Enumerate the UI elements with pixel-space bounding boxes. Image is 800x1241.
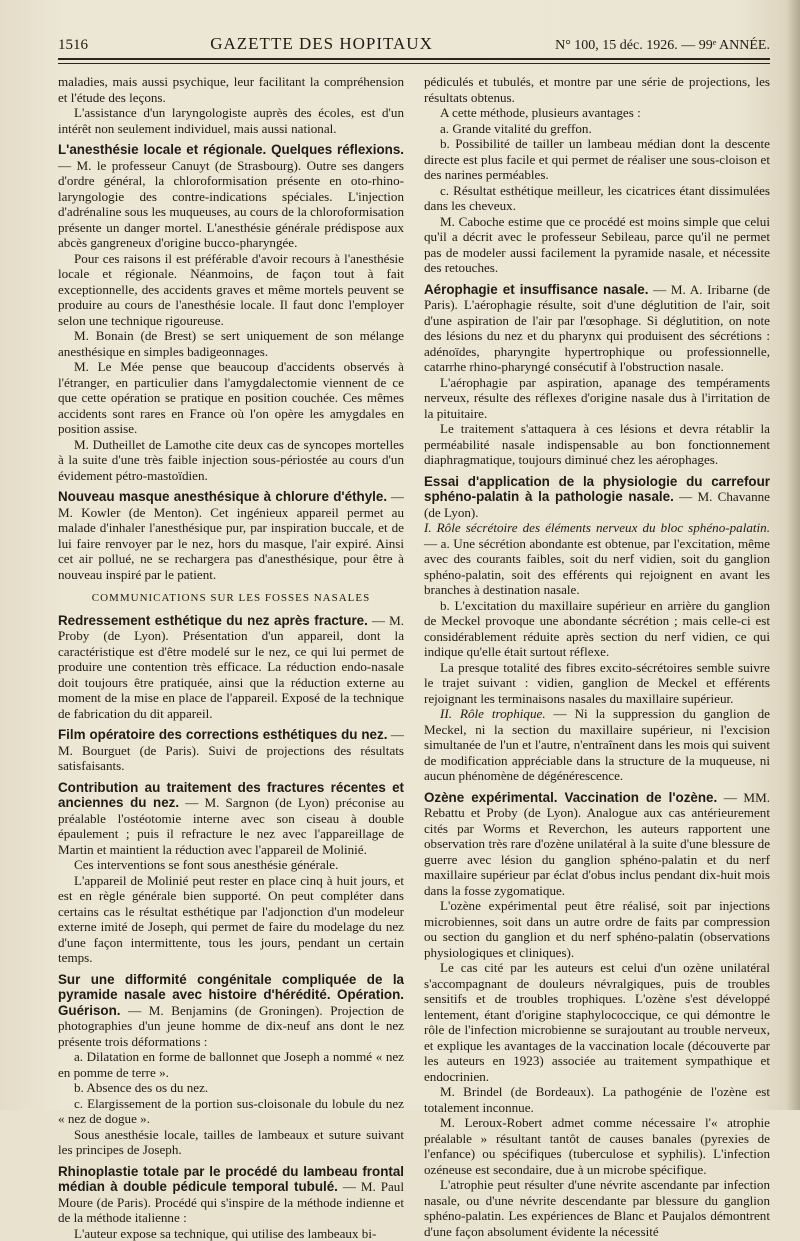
paragraph: — M. Chavanne (de Lyon). (424, 489, 770, 520)
section-redressement (58, 613, 404, 722)
section-difformite (58, 972, 404, 1158)
paragraph: — M. Benjamins (de Groningen). Projection de photographies d'un jeune homme de dix-neuf ans dont le nez présente trois déformations : (58, 1003, 404, 1049)
issue-info: N° 100, 15 déc. 1926. — 99ᵉ ANNÉE. (555, 38, 770, 54)
paragraph: M. Le Mée pense que beaucoup d'accidents observés à l'étranger, en particulier dans l'amygdalectomie viennent de ce que cette opération se pratique en position couchée. Ces mêmes accidents sont rares en France où l'on opère les amygdales en position assise. (58, 359, 404, 437)
journal-title: GAZETTE DES HOPITAUX (210, 34, 433, 54)
paragraph: b. L'excitation du maxillaire supérieur en arrière du ganglion de Meckel provoque une abondante sécrétion ; mais celle-ci est considérablement réduite après section du nerf vidien, ce qui indique qu'elle était surtout réflexe. (424, 598, 770, 660)
section-rhinoplastie (58, 1164, 404, 1241)
section-title: Sur une difformité congénitale compliquée de la pyramide nasale avec histoire d'hérédité. Opération. Guérison. (58, 972, 404, 1018)
page-number: 1516 (58, 37, 88, 54)
section-fractures (58, 780, 404, 966)
paragraph: M. Bonain (de Brest) se sert uniquement de son mélange anesthésique en simples badigeonnages. (58, 328, 404, 359)
section-spheno-palatin (424, 474, 770, 784)
subsection-heading (424, 706, 770, 784)
section-title: Contribution au traitement des fractures récentes et anciennes du nez. (58, 780, 404, 811)
section-title: Film opératoire des corrections esthétiques du nez. (58, 727, 387, 742)
list-item: a. Grande vitalité du greffon. (424, 121, 770, 137)
paragraph: L'aérophagie par aspiration, apanage des tempéraments nerveux, résulte des réflexes d'origine nasale dus à l'irritation de la pituitaire. (424, 375, 770, 422)
paragraph: L'appareil de Molinié peut rester en place cinq à huit jours, et est en règle générale bien supporté. On peut compléter dans certains cas le résultat esthétique par l'adjonction d'un modeleur externe imité de Joseph, qui permet de faire du modelage du nez d'une façon intermittente, tous les jours, pendant un certain temps. (58, 873, 404, 966)
list-item: c. Résultat esthétique meilleur, les cicatrices étant dissimulées dans les cheveux. (424, 183, 770, 214)
left-column (58, 74, 404, 1241)
paragraph: Sous anesthésie locale, tailles de lambeaux et suture suivant les principes de Joseph. (58, 1127, 404, 1158)
intro-block (58, 74, 404, 136)
paragraph: L'atrophie peut résulter d'une névrite ascendante par infection nasale, ou d'une névrite descendante par blessure du ganglion sphéno-palatin. Les expériences de Blanc et Paujalos démontrent d'une façon absolument évidente la nécessité (424, 1177, 770, 1239)
paragraph: maladies, mais aussi psychique, leur facilitant la compréhension et l'étude des leçons. (58, 74, 404, 105)
subsection-title: II. Rôle trophique. (440, 706, 546, 721)
page-edge-shadow (786, 0, 800, 1110)
subsection-heading (424, 520, 770, 598)
section-title: Aérophagie et insuffisance nasale. (424, 282, 648, 297)
section-title: Nouveau masque anesthésique à chlorure d'éthyle. (58, 489, 387, 504)
section-ozene (424, 790, 770, 1240)
paragraph: — MM. Rebattu et Proby (de Lyon). Analogue aux cas antérieurement cités par Worms et Reverchon, les auteurs rapportent une observation très rare d'ozène unilatéral à la suite d'une blessure de guerre avec lésion du ganglion sphéno-palatin et du nerf maxillaire supérieur par éclat d'obus inclus pendant dix-huit mois dans la fosse zygomatique. (424, 790, 770, 898)
paragraph: — M. A. Iribarne (de Paris). L'aérophagie résulte, soit d'une déglutition de l'air, soit d'une aspiration de l'air par l'œsophage. Si déglutition, on note des lésions du nez et du pharynx qui produisent des sécrétions : adénoïdes, pharyngite hypertrophique ou professionnelle, catarrhe rhino-pharyngé consécutif à l'obstruction nasale. (424, 282, 770, 375)
paragraph: — a. Une sécrétion abondante est obtenue, par l'excitation, même avec des courants faibles, soit du nerf vidien, soit du ganglion sphéno-palatin, soit des efférents qui rejoignent en avant les branches à destination nasale. (424, 536, 770, 598)
paragraph: M. Dutheillet de Lamothe cite deux cas de syncopes mortelles à la suite d'une très faible injection sous-périostée au cours d'un évidement pétro-mastoïdien. (58, 437, 404, 484)
list-item: b. Absence des os du nez. (58, 1080, 404, 1096)
paragraph: L'ozène expérimental peut être réalisé, soit par injections microbiennes, soit dans un autre ordre de faits par compression ou section du ganglion et du nerf sphéno-palatin (observations physiologiques et cliniques). (424, 898, 770, 960)
paragraph: La presque totalité des fibres excito-sécrétoires semble suivre le trajet suivant : vidien, ganglion de Meckel et efférents rejoignant les terminaisons nasales du maxillaire supérieur. (424, 660, 770, 707)
list-item: c. Elargissement de la portion sus-cloisonale du lobule du nez « nez de dogue ». (58, 1096, 404, 1127)
section-title: Ozène expérimental. Vaccination de l'ozène. (424, 790, 717, 805)
subsection-title: I. Rôle sécrétoire des éléments nerveux du bloc sphéno-palatin. (424, 520, 770, 535)
paragraph: — M. Sargnon (de Lyon) préconise au préalable l'ostéotomie interne avec son ciseau à double épaulement ; puis il refracture le nez avec l'appareillage de Martin et maintient la réduction avec l'appareil de Molinié. (58, 795, 404, 857)
rhinoplastie-continued (424, 74, 770, 276)
paragraph: M. Caboche estime que ce procédé est moins simple que celui qu'il a décrit avec le professeur Sebileau, parce qu'il ne permet pas de modeler aussi facilement la pyramide nasale, et nécessite des retouches. (424, 214, 770, 276)
paragraph: M. Brindel (de Bordeaux). La pathogénie de l'ozène est totalement inconnue. (424, 1084, 770, 1115)
section-title: Redressement esthétique du nez après fracture. (58, 613, 368, 628)
paragraph: — M. Bourguet (de Paris). Suivi de projections des résultats satisfaisants. (58, 727, 404, 773)
section-anesthesie-locale (58, 142, 404, 483)
paragraph: Ces interventions se font sous anesthésie générale. (58, 857, 404, 873)
section-film-operatoire (58, 727, 404, 774)
paragraph: M. Leroux-Robert admet comme nécessaire l'« atrophie préalable » résultant tantôt de causes banales (pyrexies de l'enfance) ou spécifiques (tuberculose et syphilis). L'infection ozéneuse est secondaire, due à un microbe spécifique. (424, 1115, 770, 1177)
paragraph: — M. Proby (de Lyon). Présentation d'un appareil, dont la caractéristique est d'être modelé sur le nez, ce qui lui permet de produire une contention très efficace. La réduction endo-nasale doit toujours être pratiquée, ainsi que la réduction externe au moment de la mise en place de l'appareil. Exposé de la technique de fabrication du dit appareil. (58, 613, 404, 721)
paragraph: Pour ces raisons il est préférable d'avoir recours à l'anesthésie locale et régionale. Néanmoins, de façon tout à fait exceptionnelle, des accidents graves et même mortels peuvent se produire au cours de l'anesthésie locale. Il faut donc l'employer selon une technique rigoureuse. (58, 251, 404, 329)
paragraph: pédiculés et tubulés, et montre par une série de projections, les résultats obtenus. (424, 74, 770, 105)
paragraph: L'assistance d'un laryngologiste auprès des écoles, est d'un intérêt non seulement individuel, mais aussi national. (58, 105, 404, 136)
paragraph: — M. le professeur Canuyt (de Strasbourg). Outre ses dangers d'ordre général, la chloroformisation présente en oto-rhino-laryngologie des contre-indications spéciales. L'injection d'adrénaline sous les muqueuses, au cours de la chloroformisation présente un danger mortel. L'anesthésie générale prédispose aux abcès gangreneux d'origine bucco-pharyngée. (58, 158, 404, 251)
section-masque-anesthesique (58, 489, 404, 582)
paragraph: — Ni la suppression du ganglion de Meckel, ni la section du maxillaire supérieur, ni l'excision simultanée de l'un et l'autre, n'entraînent dans les mois qui suivent de modification appréciable dans la structure de la muqueuse, ni aucun phénomène de dégénérescence. (424, 706, 770, 783)
paragraph: A cette méthode, plusieurs avantages : (424, 105, 770, 121)
page-header (58, 18, 770, 60)
section-title: Rhinoplastie totale par le procédé du lambeau frontal médian à double pédicule temporal tubulé. (58, 1164, 404, 1195)
paragraph: Le cas cité par les auteurs est celui d'un ozène unilatéral s'accompagnant de douleurs névralgiques, puis de troubles sensitifs et de troubles trophiques. L'ozène s'est développé lentement, étant d'origine staphylococcique, ce qui démontre le rôle de l'infection microbienne se surajoutant au trouble nerveux, et explique les avantages de la vaccination locale (découverte par les auteurs en 1923) associée au traitement sympathique et endocrinien. (424, 960, 770, 1084)
right-column (424, 74, 770, 1241)
section-title: L'anesthésie locale et régionale. Quelques réflexions. (58, 142, 404, 157)
section-aerophagie (424, 282, 770, 468)
section-title: Essai d'application de la physiologie du carrefour sphéno-palatin à la pathologie nasale. (424, 474, 770, 505)
paragraph: Le traitement s'attaquera à ces lésions et devra rétablir la perméabilité nasale indispensable au bon fonctionnement diaphragmatique, toujours diminué chez les aérophages. (424, 421, 770, 468)
list-item: a. Dilatation en forme de ballonnet que Joseph a nommé « nez en pomme de terre ». (58, 1049, 404, 1080)
paragraph: L'auteur expose sa technique, qui utilise des lambeaux bi- (58, 1226, 404, 1241)
list-item: b. Possibilité de tailler un lambeau médian dont la descente directe est plus facile et qui permet de réaliser une sous-cloison et des narines perméables. (424, 136, 770, 183)
paragraph: — M. Kowler (de Menton). Cet ingénieux appareil permet au malade d'inhaler l'anesthésique pur, par inspiration buccale, et de lui faire renvoyer par le nez, hors du masque, l'air expiré. Ainsi cet air pollué, ne se rechargera pas d'anesthésique, pour être à nouveau inspiré par le patient. (58, 489, 404, 582)
paragraph: — M. Paul Moure (de Paris). Procédé qui s'inspire de la méthode indienne et de la méthode italienne : (58, 1179, 404, 1225)
communications-heading: COMMUNICATIONS SUR LES FOSSES NASALES (58, 591, 404, 607)
article-columns (58, 74, 770, 1241)
